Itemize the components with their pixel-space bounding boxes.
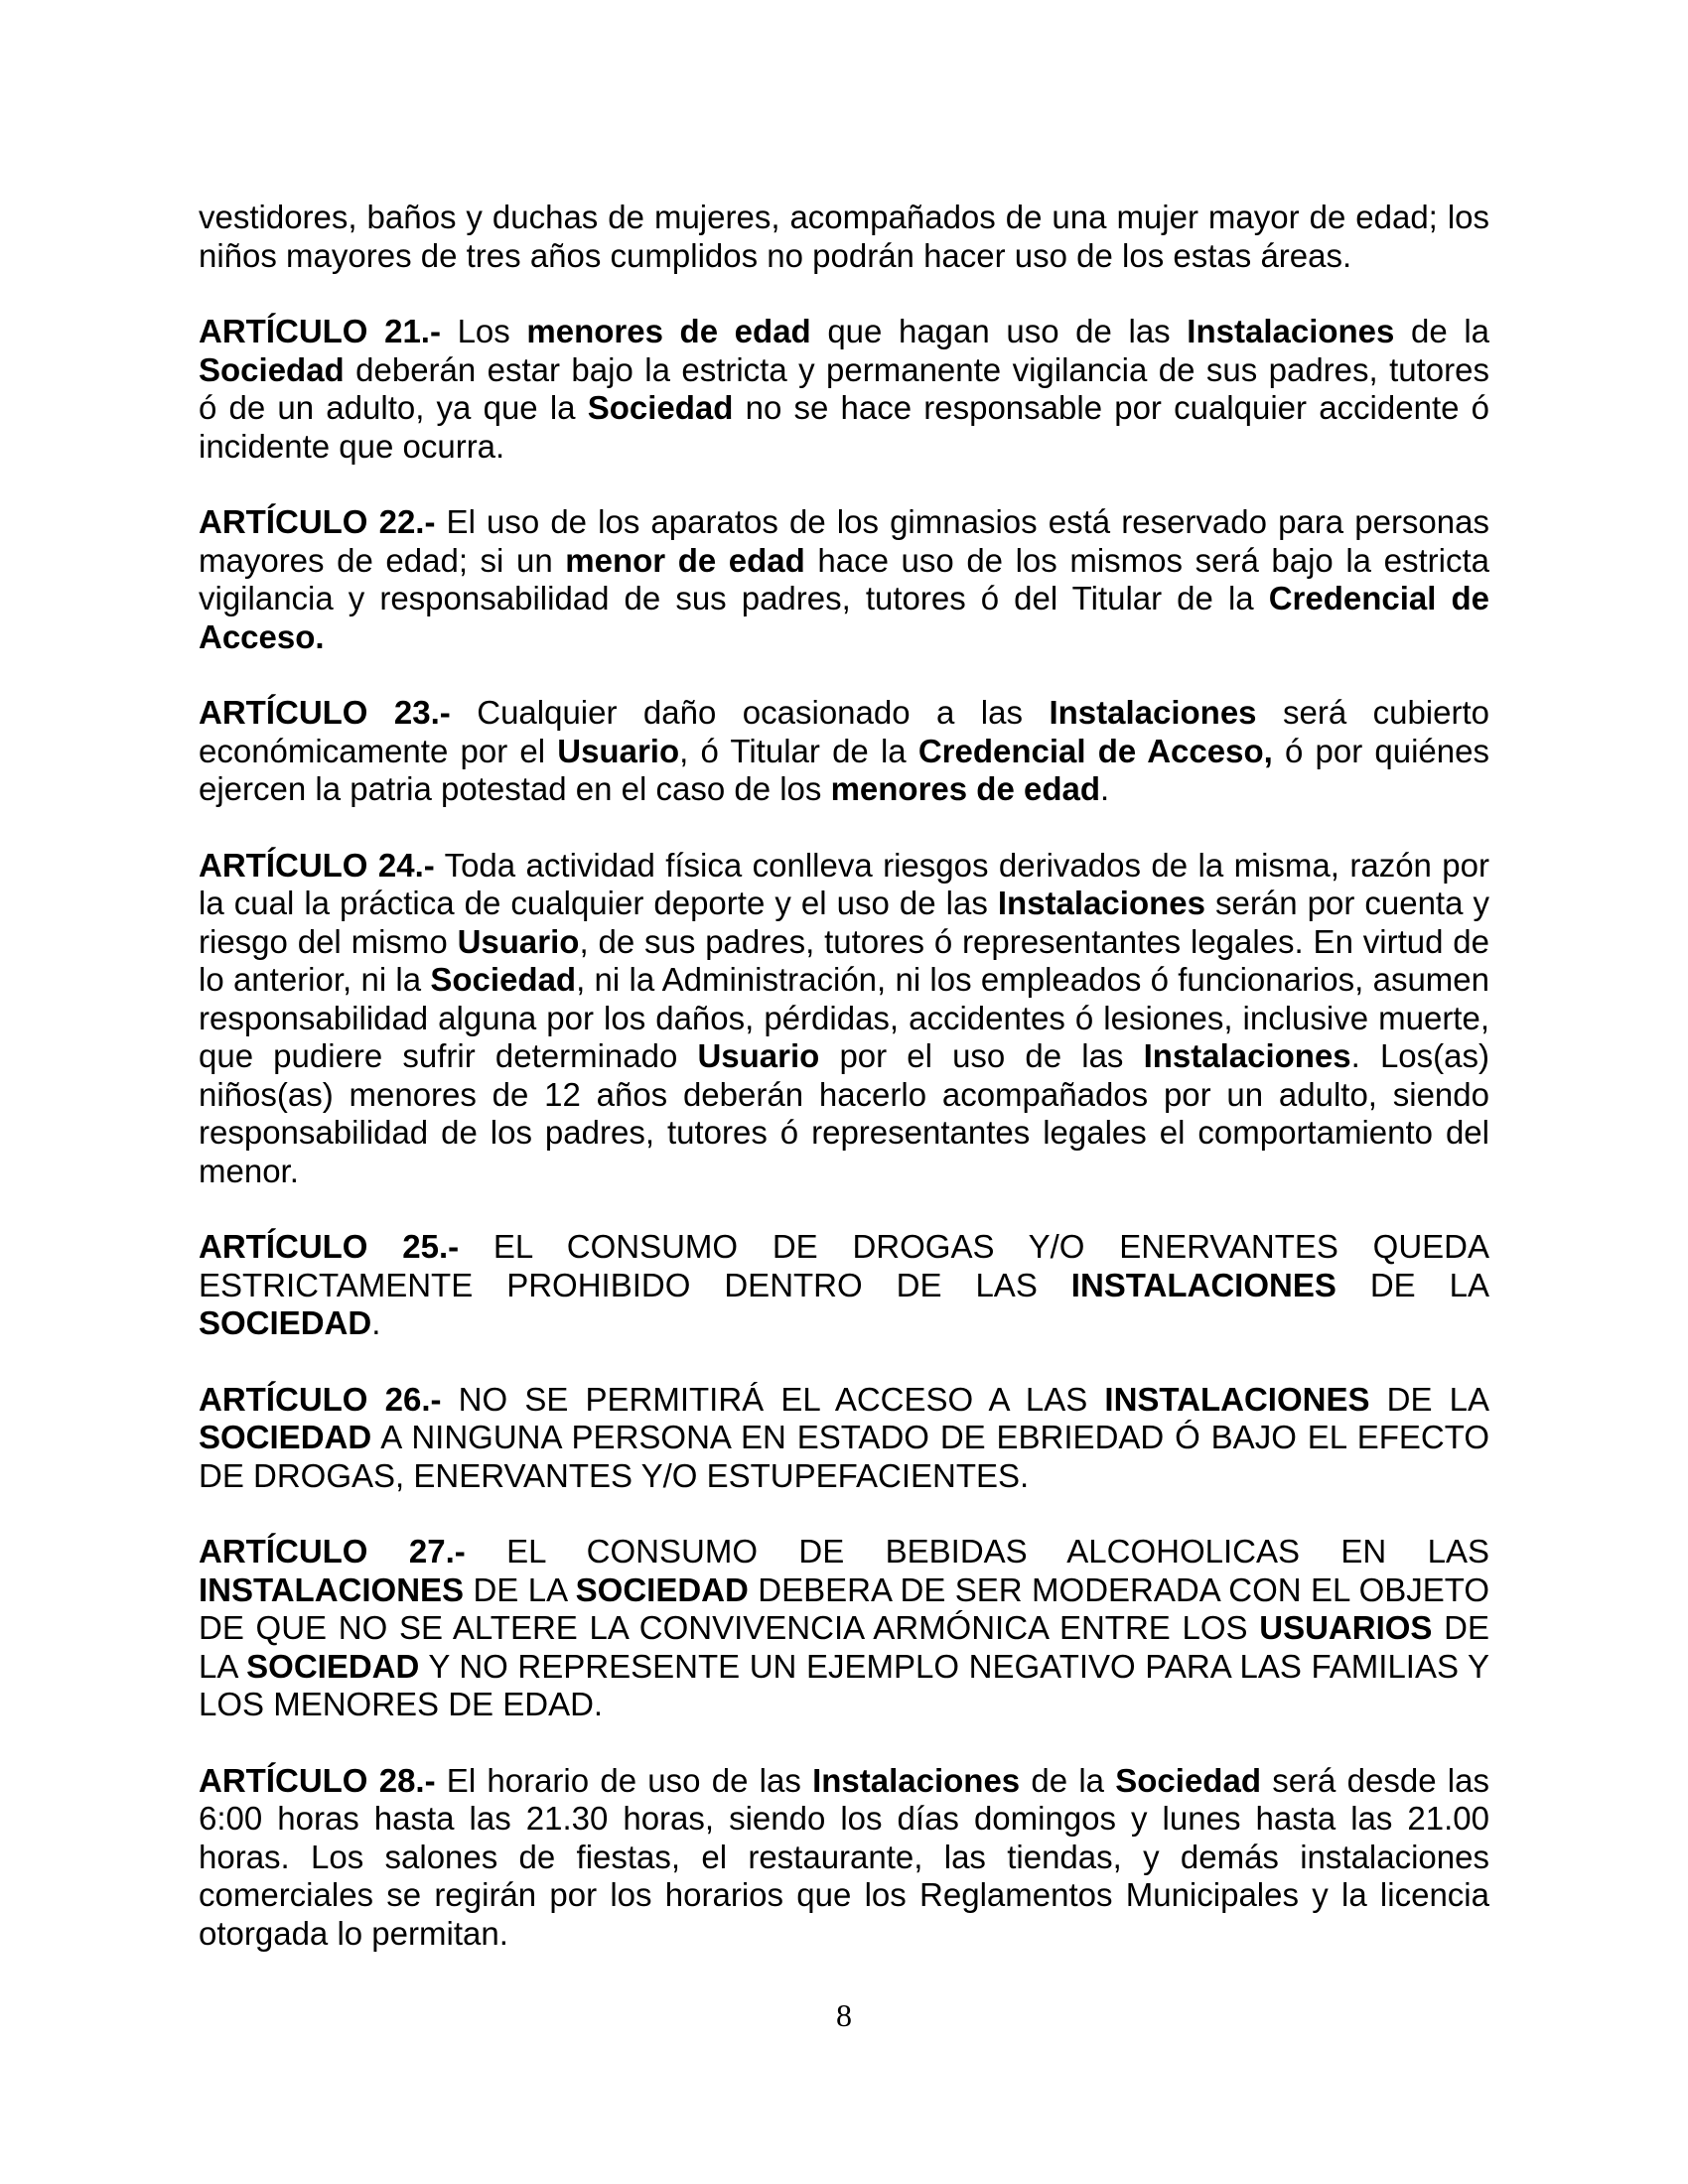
body-text: EL CONSUMO DE DROGAS Y/O ENERVANTES QUEDA ESTRICTAMENTE PROHIBIDO DENTRO DE LAS — [199, 1228, 1490, 1303]
bold-text: menor de edad — [565, 541, 805, 579]
body-text: Cualquier daño ocasionado a las — [450, 694, 1050, 731]
article-heading: ARTÍCULO 21.- — [199, 313, 441, 349]
body-text: que hagan uso de las — [810, 313, 1188, 349]
body-text: DE LA — [1336, 1266, 1489, 1303]
page-number: 8 — [836, 1997, 852, 2033]
paragraph-articulo-27 — [199, 1533, 1489, 1724]
bold-text: SOCIEDAD — [199, 1419, 372, 1455]
bold-text: INSTALACIONES — [1104, 1380, 1370, 1418]
body-text: deberán estar bajo la estricta y permanente vigilancia de sus padres, tutores ó de un adulto, ya que la — [199, 350, 1489, 426]
article-heading: ARTÍCULO 23.- — [199, 694, 451, 731]
body-text: . — [371, 1304, 381, 1341]
bold-text: INSTALACIONES — [1070, 1266, 1336, 1303]
paragraph-articulo-24 — [199, 847, 1489, 1191]
body-text: DE LA — [464, 1570, 576, 1608]
document-body — [199, 199, 1489, 1990]
body-text: no se hace responsable por cualquier accidente ó incidente que ocurra. — [199, 389, 1489, 465]
body-text: . Los(as) niños(as) menores de 12 años deberán hacerlo acompañados por un adulto, siendo responsabilidad de los padres, tutores ó representantes legales el comportamiento del menor. — [199, 1037, 1489, 1189]
paragraph-articulo-22 — [199, 503, 1489, 656]
body-text: , de sus padres, tutores ó representantes legales. En virtud de lo anterior, ni la — [199, 922, 1489, 998]
bold-text: SOCIEDAD — [575, 1570, 749, 1608]
body-text: EL CONSUMO DE BEBIDAS ALCOHOLICAS EN LAS — [465, 1533, 1490, 1570]
paragraph-articulo-28 — [199, 1762, 1489, 1954]
body-text: DE LA — [199, 1609, 1489, 1685]
body-text: por el uso de las — [819, 1037, 1144, 1074]
paragraph-articulo-23 — [199, 694, 1489, 809]
body-text: vestidores, baños y duchas de mujeres, acompañados de una mujer mayor de edad; los niños mayores de tres años cumplidos no podrán hacer uso de los estas áreas. — [199, 199, 1489, 274]
article-heading: ARTÍCULO 22.- — [199, 503, 436, 540]
paragraph-continuation — [199, 199, 1489, 275]
body-text: NO SE PERMITIRÁ EL ACCESO A LAS — [441, 1380, 1105, 1418]
body-text: , ni la Administración, ni los empleados ó funcionarios, asumen responsabilidad alguna por los daños, pérdidas, accidentes ó lesiones, inclusive muerte, que pudiere sufrir determinado — [199, 961, 1489, 1074]
body-text: , ó Titular de la — [679, 732, 918, 769]
paragraph-articulo-25 — [199, 1228, 1489, 1343]
body-text: de la — [1020, 1761, 1116, 1799]
body-text: Y NO REPRESENTE UN EJEMPLO NEGATIVO PARA LAS FAMILIAS Y LOS MENORES DE EDAD. — [199, 1647, 1489, 1722]
body-text: hace uso de los mismos será bajo la estricta vigilancia y responsabilidad de sus padres, tutores ó del Titular de la — [199, 541, 1489, 616]
bold-text: Sociedad — [587, 389, 734, 426]
paragraph-articulo-26 — [199, 1381, 1489, 1496]
body-text: Los — [440, 313, 527, 349]
body-text: DE LA — [1369, 1380, 1490, 1418]
bold-text: Sociedad — [199, 350, 345, 388]
body-text: será desde las 6:00 horas hasta las 21.30 horas, siendo los días domingos y lunes hasta las 21.00 horas. Los salones de fiestas, el restaurante, las tiendas, y demás instalaciones comerciales se regirán por los horarios que los Reglamentos Municipales y la licencia otorgada lo permitan. — [199, 1761, 1489, 1952]
article-heading: ARTÍCULO 25.- — [199, 1228, 460, 1265]
bold-text: SOCIEDAD — [199, 1304, 372, 1341]
bold-text: Usuario — [557, 732, 680, 769]
body-text: será cubierto económicamente por el — [199, 694, 1490, 769]
bold-text: menores de edad — [526, 313, 811, 349]
paragraph-articulo-21 — [199, 313, 1489, 466]
body-text: A NINGUNA PERSONA EN ESTADO DE EBRIEDAD Ó BAJO EL EFECTO DE DROGAS, ENERVANTES Y/O ESTUPEFACIENTES. — [199, 1419, 1489, 1494]
bold-text: INSTALACIONES — [199, 1570, 465, 1608]
body-text: Toda actividad física conlleva riesgos derivados de la misma, razón por la cual la práctica de cualquier deporte y el uso de las — [199, 846, 1490, 921]
body-text: de la — [1394, 313, 1490, 349]
bold-text: Usuario — [697, 1037, 820, 1074]
article-heading: ARTÍCULO 24.- — [199, 846, 435, 884]
body-text: . — [1100, 770, 1110, 807]
bold-text: Instalaciones — [1143, 1037, 1351, 1074]
bold-text: USUARIOS — [1259, 1609, 1433, 1646]
body-text: El uso de los aparatos de los gimnasios está reservado para personas mayores de edad; si un — [199, 503, 1489, 579]
body-text: DEBERA DE SER MODERADA CON EL OBJETO DE QUE NO SE ALTERE LA CONVIVENCIA ARMÓNICA ENTRE LOS — [199, 1570, 1489, 1646]
article-heading: ARTÍCULO 26.- — [199, 1380, 442, 1418]
bold-text: Credencial de Acceso. — [199, 580, 1489, 655]
bold-text: Usuario — [457, 922, 580, 960]
bold-text: Instalaciones — [997, 885, 1205, 921]
bold-text: Sociedad — [1115, 1761, 1261, 1799]
bold-text: Instalaciones — [1187, 313, 1395, 349]
bold-text: Instalaciones — [1049, 694, 1257, 731]
article-heading: ARTÍCULO 27.- — [199, 1533, 466, 1570]
bold-text: SOCIEDAD — [246, 1647, 420, 1685]
bold-text: Instalaciones — [812, 1761, 1021, 1799]
bold-text: Sociedad — [430, 961, 577, 998]
body-text: serán por cuenta y riesgo del mismo — [199, 885, 1489, 960]
bold-text: menores de edad — [830, 770, 1101, 807]
body-text: ó por quiénes ejercen la patria potestad en el caso de los — [199, 732, 1489, 807]
article-heading: ARTÍCULO 28.- — [199, 1761, 436, 1799]
bold-text: Credencial de Acceso, — [917, 732, 1273, 769]
body-text: El horario de uso de las — [435, 1761, 813, 1799]
